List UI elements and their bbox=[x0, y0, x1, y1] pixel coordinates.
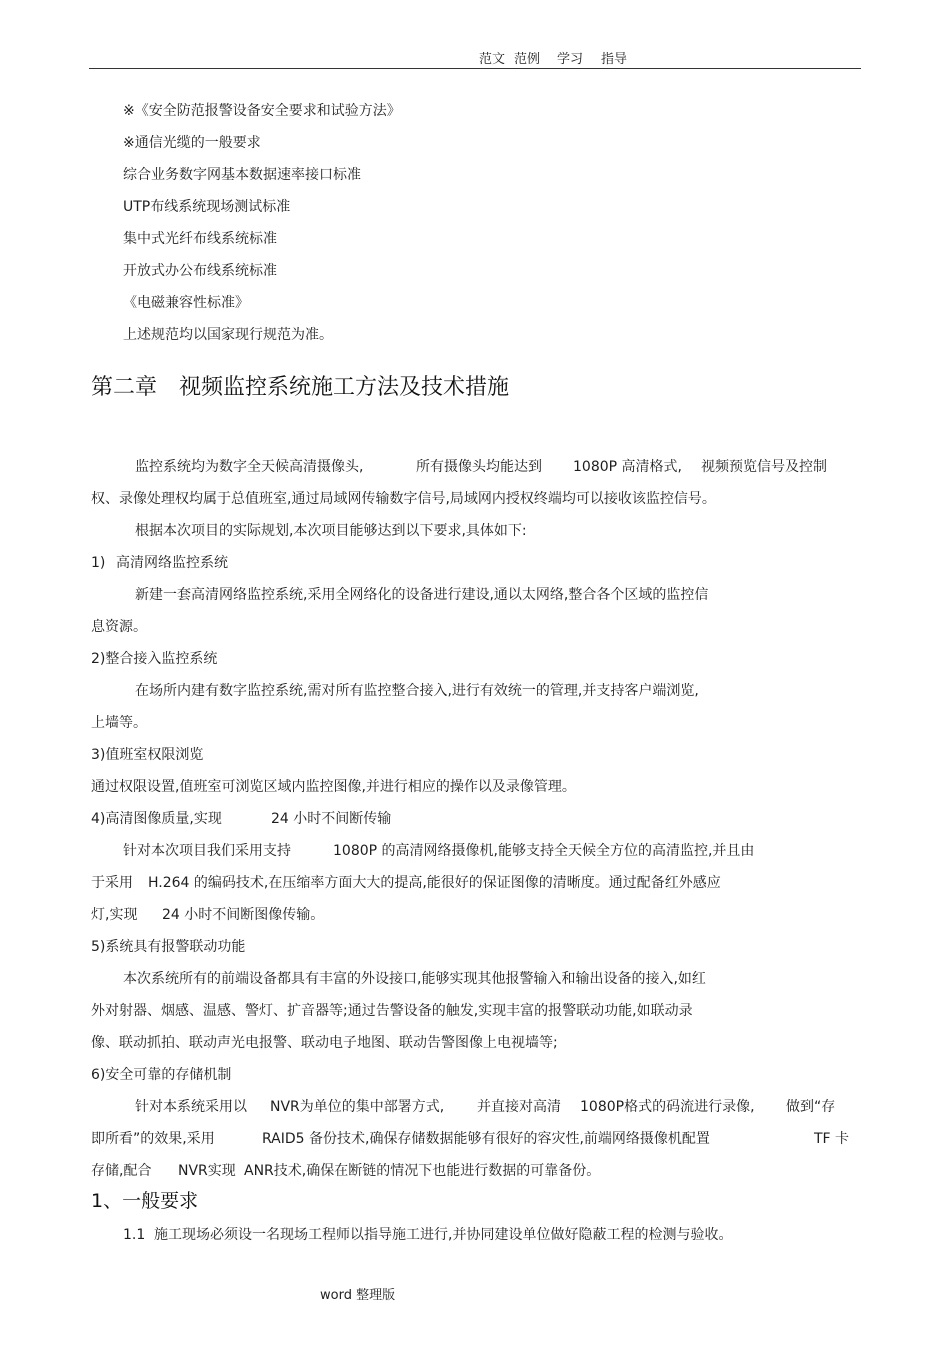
item-text: 新建一套高清网络监控系统,采用全网络化的设备进行建设,通以太网络,整合各个区域的监控信 bbox=[135, 587, 709, 603]
item-text: 息资源。 bbox=[91, 619, 147, 635]
header-item: 学习 bbox=[557, 52, 584, 67]
text-segment: 4)高清图像质量,实现 bbox=[91, 811, 222, 827]
header-item: 范文 bbox=[479, 52, 506, 67]
item-text: 通过权限设置,值班室可浏览区域内监控图像,并进行相应的操作以及录像管理。 bbox=[91, 779, 576, 795]
item-heading: 6)安全可靠的存储机制 bbox=[91, 1067, 232, 1083]
text-segment: 24 小时不间断传输 bbox=[271, 811, 392, 827]
item-heading: 2)整合接入监控系统 bbox=[91, 651, 218, 667]
clause bbox=[0, 1225, 950, 1245]
intro-paragraph-line bbox=[0, 457, 950, 477]
item-text: 上墙等。 bbox=[91, 715, 147, 731]
header-divider bbox=[89, 68, 861, 69]
section-title: 一般要求 bbox=[122, 1190, 199, 1212]
text-segment: TF 卡 bbox=[814, 1131, 850, 1147]
intro-paragraph-line: 权、录像处理权均属于总值班室,通过局域网传输数字信号,局域网内授权终端均可以接收该监控信号。 bbox=[91, 491, 716, 507]
item-text: 像、联动抓拍、联动声光电报警、联动电子地图、联动告警图像上电视墙等; bbox=[91, 1035, 558, 1051]
chapter-heading bbox=[91, 374, 509, 402]
header-item: 范例 bbox=[514, 52, 541, 67]
text-segment: 做到“存 bbox=[786, 1099, 836, 1115]
section-heading bbox=[91, 1188, 198, 1214]
standard-item: 综合业务数字网基本数据速率接口标准 bbox=[123, 167, 361, 183]
item-text bbox=[0, 841, 950, 861]
item-text: 在场所内建有数字监控系统,需对所有监控整合接入,进行有效统一的管理,并支持客户端浏览, bbox=[135, 683, 699, 699]
header-item: 指导 bbox=[601, 52, 628, 67]
standard-item: 《电磁兼容性标准》 bbox=[123, 295, 249, 311]
standard-item: UTP布线系统现场测试标准 bbox=[123, 199, 291, 215]
intro-paragraph: 根据本次项目的实际规划,本次项目能够达到以下要求,具体如下: bbox=[135, 523, 527, 539]
standard-item: ※通信光缆的一般要求 bbox=[123, 135, 261, 151]
text-segment: 所有摄像头均能达到 bbox=[416, 459, 542, 475]
text-segment: 灯,实现 bbox=[91, 907, 138, 923]
item-text bbox=[0, 873, 950, 893]
text-segment: 1080P 高清格式, bbox=[573, 459, 682, 475]
text-segment: ANR技术,确保在断链的情况下也能进行数据的可靠备份。 bbox=[244, 1163, 601, 1179]
section-number: 1、 bbox=[91, 1190, 123, 1212]
text-segment: 即所看”的效果,采用 bbox=[91, 1131, 215, 1147]
item-text: 本次系统所有的前端设备都具有丰富的外设接口,能够实现其他报警输入和输出设备的接入,如红 bbox=[123, 971, 706, 987]
text-segment: 针对本系统采用以 bbox=[135, 1099, 247, 1115]
item-heading: 3)值班室权限浏览 bbox=[91, 747, 204, 763]
clause-text: 施工现场必须设一名现场工程师以指导施工进行,并协同建设单位做好隐蔽工程的检测与验收。 bbox=[154, 1227, 733, 1243]
text-segment: H.264 的编码技术,在压缩率方面大大的提高,能很好的保证图像的清晰度。通过配备红外感应 bbox=[148, 875, 721, 891]
item-number: 1) bbox=[91, 555, 106, 571]
text-segment: 存储,配合 bbox=[91, 1163, 152, 1179]
item-title: 高清网络监控系统 bbox=[116, 555, 228, 571]
text-segment: 并直接对高清 bbox=[477, 1099, 561, 1115]
chapter-number: 第二章 bbox=[91, 375, 158, 400]
item-text bbox=[0, 1097, 950, 1117]
text-segment: 针对本次项目我们采用支持 bbox=[123, 843, 291, 859]
page-header bbox=[0, 46, 950, 66]
standard-item: 集中式光纤布线系统标准 bbox=[123, 231, 277, 247]
item-heading bbox=[0, 809, 950, 829]
text-segment: 1080P格式的码流进行录像, bbox=[580, 1099, 755, 1115]
text-segment: 监控系统均为数字全天候高清摄像头, bbox=[135, 459, 364, 475]
chapter-title: 视频监控系统施工方法及技术措施 bbox=[179, 375, 510, 400]
text-segment: NVR实现 bbox=[178, 1163, 236, 1179]
standard-item: 上述规范均以国家现行规范为准。 bbox=[123, 327, 333, 343]
standard-item: 开放式办公布线系统标准 bbox=[123, 263, 277, 279]
standard-item: ※《安全防范报警设备安全要求和试验方法》 bbox=[123, 103, 401, 119]
page-footer: word 整理版 bbox=[320, 1288, 396, 1303]
text-segment: 于采用 bbox=[91, 875, 133, 891]
clause-number: 1.1 bbox=[123, 1227, 146, 1243]
text-segment: 1080P 的高清网络摄像机,能够支持全天候全方位的高清监控,并且由 bbox=[333, 843, 755, 859]
item-heading bbox=[0, 553, 950, 573]
text-segment: NVR为单位的集中部署方式, bbox=[270, 1099, 445, 1115]
item-text bbox=[0, 1129, 950, 1149]
text-segment: 视频预览信号及控制 bbox=[701, 459, 827, 475]
text-segment: 24 小时不间断图像传输。 bbox=[162, 907, 325, 923]
text-segment: RAID5 备份技术,确保存储数据能够有很好的容灾性,前端网络摄像机配置 bbox=[262, 1131, 710, 1147]
item-text bbox=[0, 1161, 950, 1181]
item-heading: 5)系统具有报警联动功能 bbox=[91, 939, 246, 955]
item-text bbox=[0, 905, 950, 925]
item-text: 外对射器、烟感、温感、警灯、扩音器等;通过告警设备的触发,实现丰富的报警联动功能,如联动录 bbox=[91, 1003, 693, 1019]
